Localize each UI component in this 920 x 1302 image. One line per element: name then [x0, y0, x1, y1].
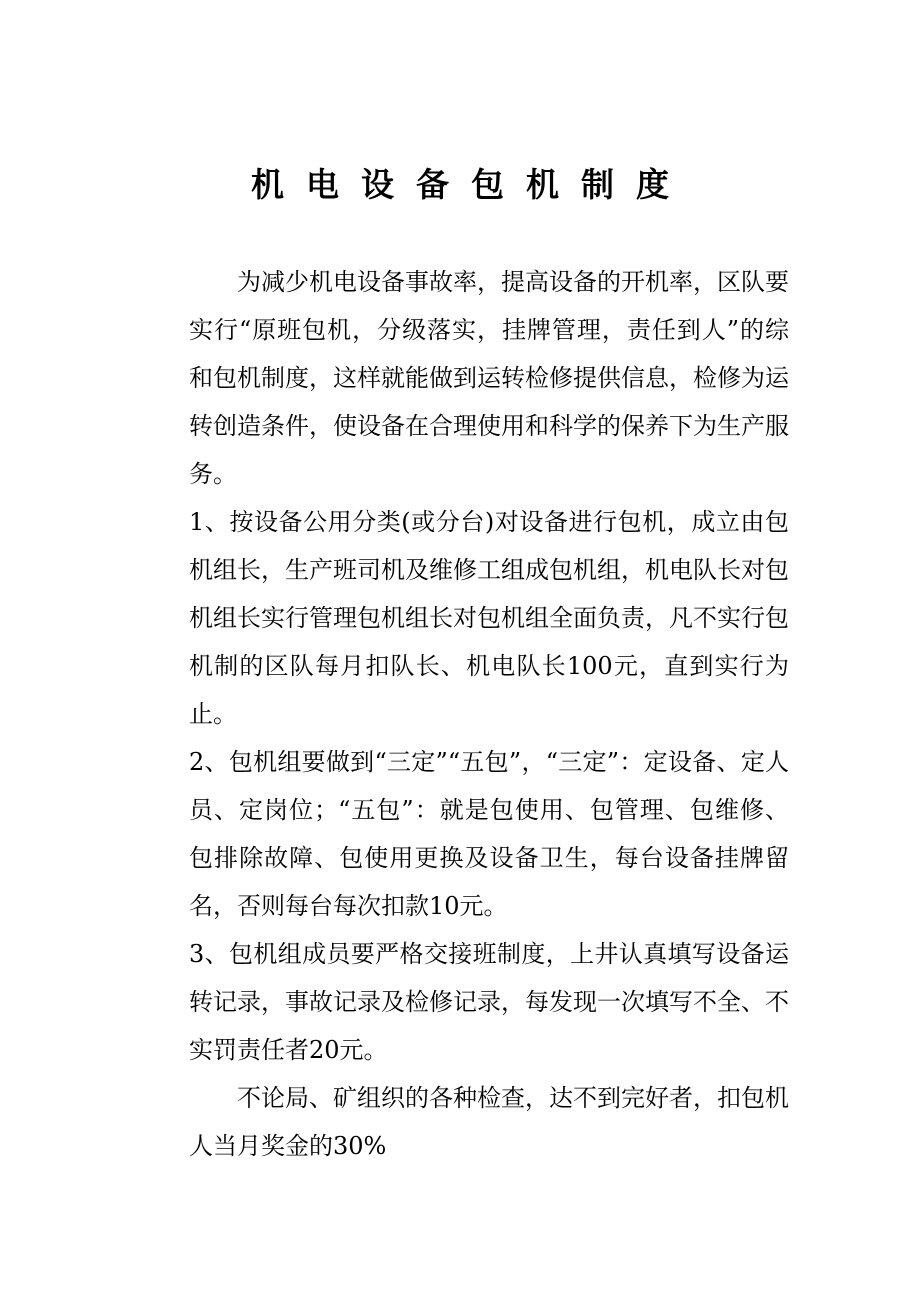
document-title: 机电设备包机制度 [251, 165, 691, 204]
paragraph-closing: 不论局、矿组织的各种检查，达不到完好者，扣包机人当月奖金的30% [189, 1084, 789, 1160]
paragraph-intro: 为减少机电设备事故率，提高设备的开机率，区队要实行“原班包机，分级落实，挂牌管理，责任到人”的综和包机制度，这样就能做到运转检修提供信息，检修为运转创造条件，使设备在合理使用和科学的保养下为生产服务。 [189, 268, 789, 488]
document-body [189, 258, 789, 1170]
paragraph-item-1: 1、按设备公用分类(或分台)对设备进行包机，成立由包机组长，生产班司机及维修工组成包机组，机电队长对包机组长实行管理包机组长对包机组全面负责，凡不实行包机制的区队每月扣队长、机电队长100元，直到实行为止。 [189, 508, 789, 728]
paragraph-item-3: 3、包机组成员要严格交接班制度，上井认真填写设备运转记录，事故记录及检修记录，每发现一次填写不全、不实罚责任者20元。 [189, 940, 789, 1064]
paragraph-item-2: 2、包机组要做到“三定”“五包”，“三定”：定设备、定人员、定岗位；“五包”：就是包使用、包管理、包维修、包排除故障、包使用更换及设备卫生，每台设备挂牌留名，否则每台每次扣款10元。 [189, 748, 789, 920]
